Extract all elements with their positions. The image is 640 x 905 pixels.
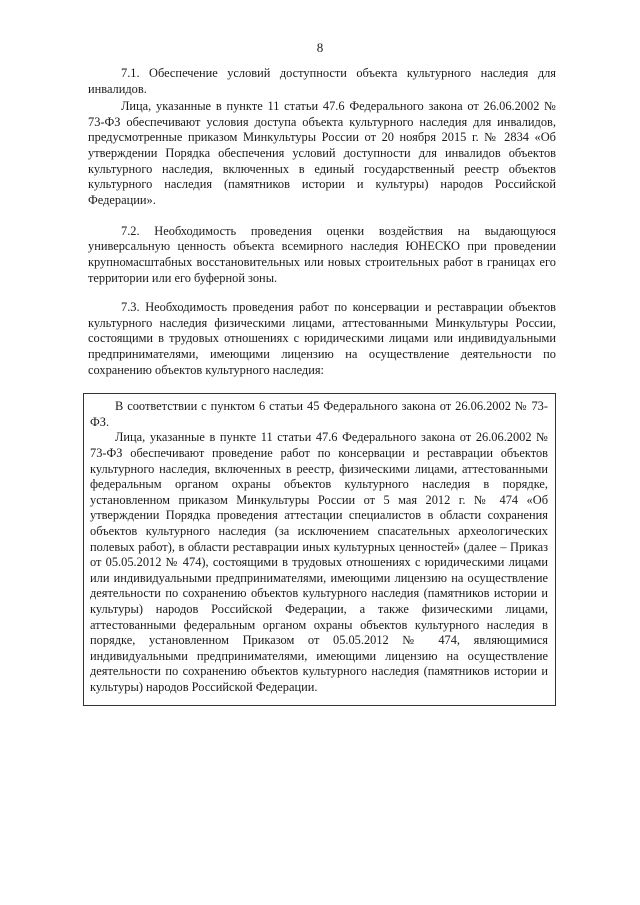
framed-note-paragraph-2: Лица, указанные в пункте 11 статьи 47.6 Федерального закона от 26.06.2002 № 73-ФЗ обеспечивают проведение работ по консервации и реставрации объектов культурного наследия, включенных в реестр, физическими лицами, аттестованными федеральным органом охраны объектов культурного наследия в порядке, установленном приказом Минкультуры России от 5 мая 2012 г. № 474 «Об утверждении Порядка проведения аттестации специалистов в области сохранения объектов культурного наследия (за исключением спасательных археологических полевых работ), в области реставрации иных культурных ценностей» (далее – Приказ от 05.05.2012 № 474), состоящими в трудовых отношениях с юридическими лицами или индивидуальными предпринимателями, имеющими лицензию на осуществление деятельности по сохранению объектов культурного наследия (памятников истории и культуры) народов Российской Федерации, а также физическими лицами, аттестованными федеральным органом охраны объектов культурного наследия в порядке, установленном Приказом от 05.05.2012 № 474, являющимися индивидуальными предпринимателями, имеющими лицензию на осуществление деятельности по сохранению объектов культурного наследия (памятников истории и культуры) народов Российской Федерации. — [90, 430, 548, 694]
page-number: 8 — [316, 40, 324, 55]
section-7-1-heading: 7.1. Обеспечение условий доступности объекта культурного наследия для инвалидов. — [88, 66, 556, 96]
section-7-1-body: Лица, указанные в пункте 11 статьи 47.6 Федерального закона от 26.06.2002 № 73-ФЗ обеспечивают условия доступа объекта культурного наследия для инвалидов, предусмотренные приказом Минкультуры России от 20 ноября 2015 г. № 2834 «Об утверждении Порядка обеспечения условий доступности для инвалидов объектов культурного наследия, включенных в единый государственный реестр объектов культурного наследия (памятников истории и культуры) народов Российской Федерации». — [88, 99, 556, 207]
framed-note — [83, 393, 556, 706]
document-body — [88, 66, 556, 706]
framed-note-paragraph-1: В соответствии с пунктом 6 статьи 45 Федерального закона от 26.06.2002 № 73-ФЗ. — [90, 399, 548, 429]
section-7-2: 7.2. Необходимость проведения оценки воздействия на выдающуюся универсальную ценность объекта всемирного наследия ЮНЕСКО при проведении крупномасштабных восстановительных или новых строительных работ в границах его территории или его буферной зоны. — [88, 223, 556, 285]
section-7-3: 7.3. Необходимость проведения работ по консервации и реставрации объектов культурного наследия физическими лицами, аттестованными Минкультуры России, состоящими в трудовых отношениях с юридическими лицами или индивидуальными предпринимателями, имеющими лицензию на осуществление деятельности по сохранению объектов культурного наследия: — [88, 300, 556, 377]
